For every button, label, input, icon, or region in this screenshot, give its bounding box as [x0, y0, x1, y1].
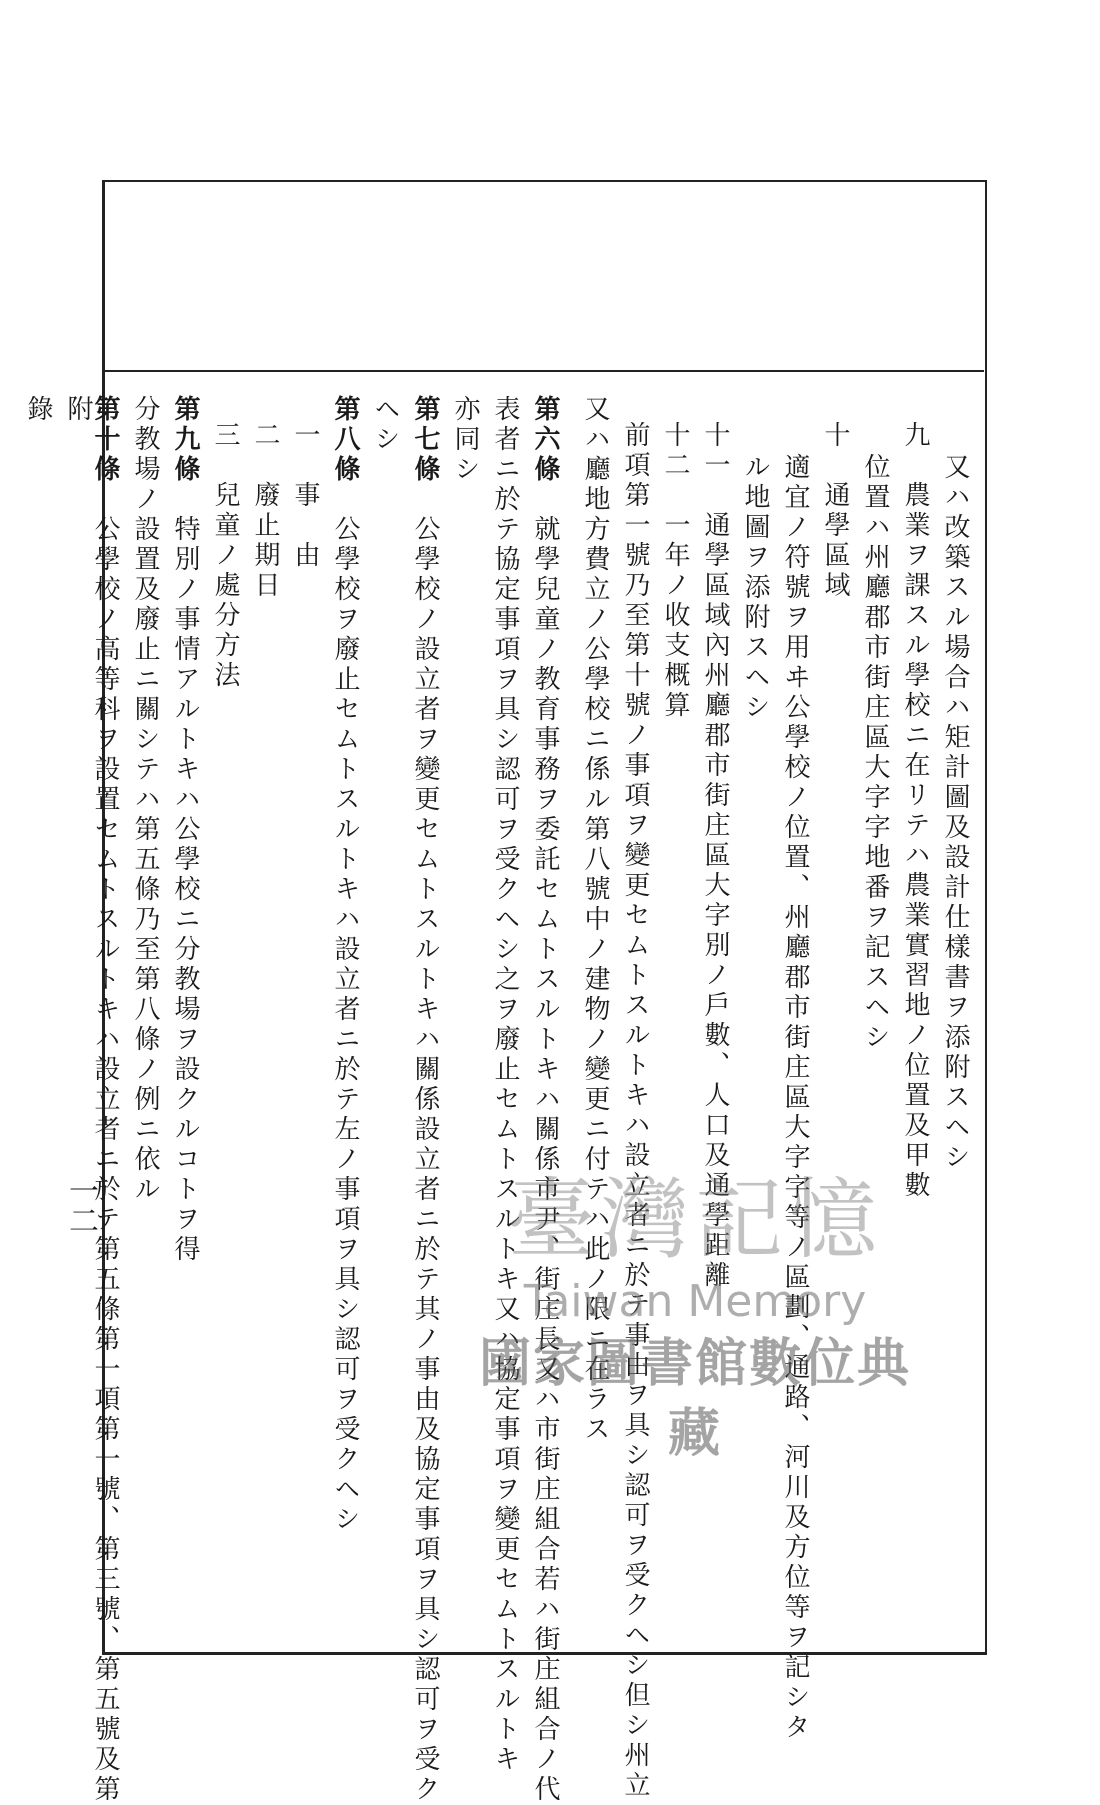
text-line: 又ハ改築スル場合ハ矩計圖及設計仕樣書ヲ添附スヘシ — [940, 453, 970, 1173]
page-number: 一二 — [63, 1175, 98, 1235]
margin-label: 附 錄 — [23, 395, 93, 461]
article-label: 第十條 — [90, 395, 120, 485]
text-line: 位置ハ州廳郡市街庄區大字字地番ヲ記スヘシ — [860, 453, 890, 1053]
article-8-line: 第八條 公學校ヲ廢止セムトスルトキハ設立者ニ於テ左ノ事項ヲ具シ認可ヲ受クヘシ — [330, 395, 360, 1535]
text-line: 十二 一年ノ收支概算 — [660, 421, 690, 721]
article-label: 第七條 — [410, 395, 440, 485]
watermark-english: Taiwan Memory — [523, 1276, 867, 1327]
article-7-line: 第七條 公學校ノ設立者ヲ變更セムトスルトキハ關係設立者ニ於テ其ノ事由及協定事項ヲ具シ認可ヲ受ク — [410, 395, 440, 1805]
text-line: ル地圖ヲ添附スヘシ — [740, 453, 770, 723]
text-line: 分教場ノ設置及廢止ニ關シテハ第五條乃至第八條ノ例ニ依ル — [130, 395, 160, 1205]
text-line: 表者ニ於テ協定事項ヲ具シ認可ヲ受クヘシ之ヲ廢止セムトスルトキ又ハ協定事項ヲ變更セムトスルトキ — [490, 395, 520, 1775]
text-line: 一 事 由 — [290, 421, 320, 571]
text-line: 亦同シ — [450, 395, 480, 485]
text-line: 適宜ノ符號ヲ用ヰ公學校ノ位置、州廳郡市街庄區大字字等ノ區劃、通路、河川及方位等ヲ記シタ — [780, 453, 810, 1743]
text-line: 二 廢止期日 — [250, 421, 280, 601]
text-line: ヘシ — [370, 395, 400, 455]
text-line: 十 通學區域 — [820, 421, 850, 601]
article-9-line: 第九條 特別ノ事情アルトキハ公學校ニ分教場ヲ設クルコトヲ得 — [170, 395, 200, 1265]
text-line: 十一 通學區域內州廳郡市街庄區大字別ノ戶數、人口及通學距離 — [700, 421, 730, 1291]
text-line: 前項第一號乃至第十號ノ事項ヲ變更セムトスルトキハ設立者ニ於テ事由ヲ具シ認可ヲ受クヘシ但シ州立 — [620, 421, 650, 1801]
article-label: 第九條 — [170, 395, 200, 485]
article-label: 第六條 — [530, 395, 560, 485]
text-line: 九 農業ヲ課スル學校ニ在リテハ農業實習地ノ位置及甲數 — [900, 421, 930, 1201]
watermark-chinese: 國家圖書館數位典藏 — [478, 1334, 911, 1464]
header-rule — [102, 370, 984, 372]
article-10-line: 第十條 公學校ノ高等科ヲ設置セムトスルトキハ設立者ニ於テ第五條第一項第一號、第三號、第五號及第 — [90, 395, 120, 1805]
article-6-line: 第六條 就學兒童ノ教育事務ヲ委託セムトスルトキハ關係市尹、街庄長又ハ市街庄組合若ハ街庄組合ノ代 — [530, 395, 560, 1805]
article-label: 第八條 — [330, 395, 360, 485]
text-line: 又ハ廳地方費立ノ公學校ニ係ル第八號中ノ建物ノ變更ニ付テハ此ノ限ニ在ラス — [580, 395, 610, 1445]
watermark — [460, 1165, 930, 1465]
text-line: 三 兒童ノ處分方法 — [210, 421, 240, 691]
watermark-logo: 臺灣記憶 — [506, 1168, 883, 1271]
